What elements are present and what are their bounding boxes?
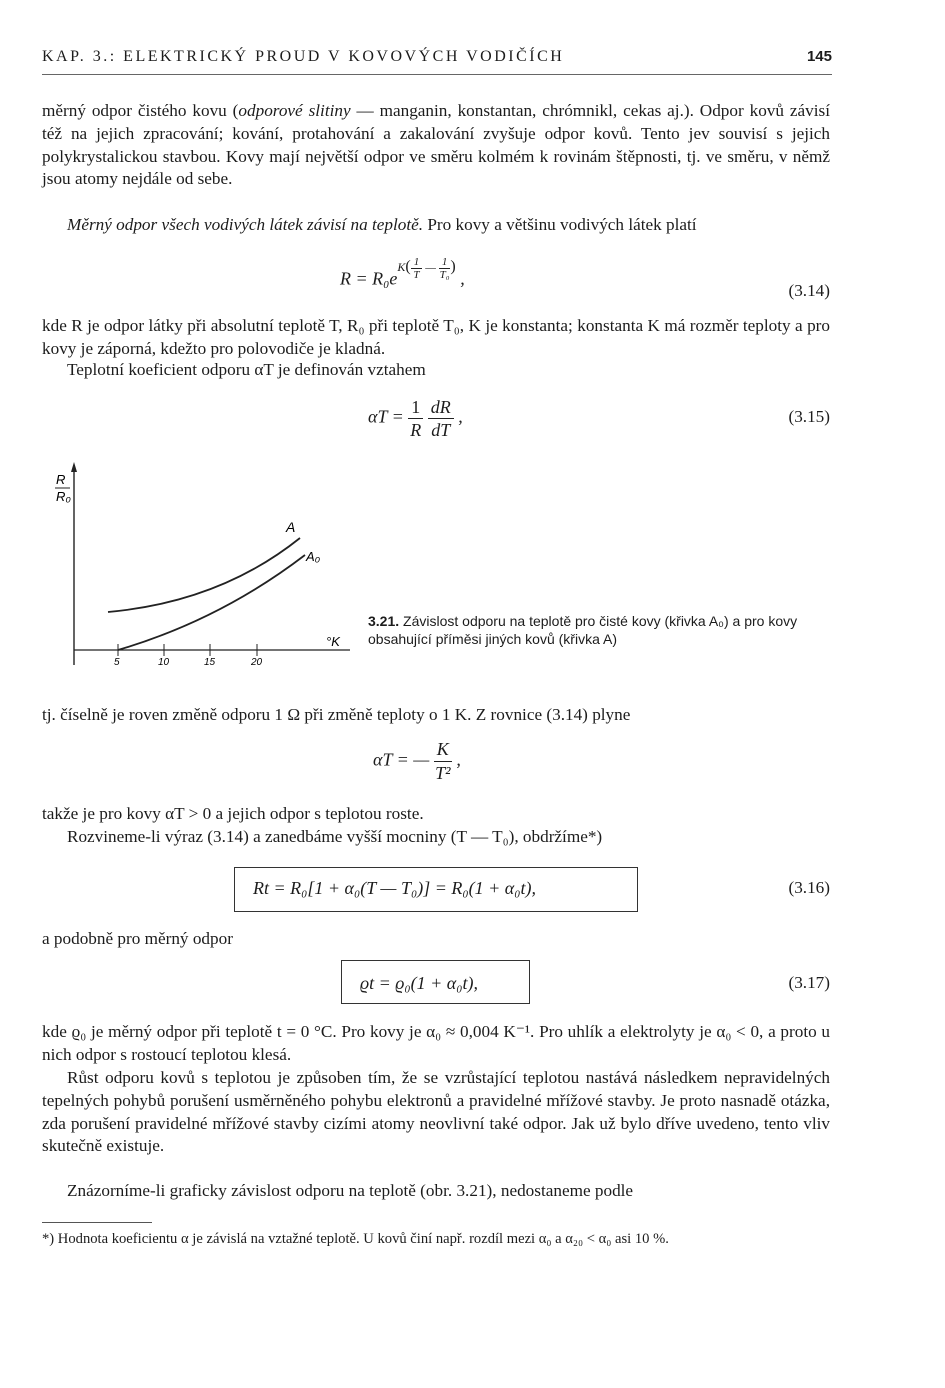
curve-a0 xyxy=(118,555,305,650)
x-tick-label-10: 10 xyxy=(158,657,170,668)
p4-text: Teplotní koeficient odporu αT je definován vztahem xyxy=(67,360,426,379)
eq315-f2-num: dR xyxy=(428,396,454,419)
p1-italic: odporové slitiny xyxy=(238,101,351,120)
p2-text: Pro kovy a většinu vodivých látek platí xyxy=(423,215,697,234)
p1-text-b: — manganin, konstantan, chrómnikl, cekas aj.). Odpor kovů závisí též na jejich zpracování; kování, protahování a zakalování zvyšuje odpor kovů. Tento jev souvisí s jejich polykrystalickou stavbou. Kovy mají největší odpor ve směru kolmém k rovinám štěpnosti, tj. ve směru, v němž jsou atomy nejdále od sebe. xyxy=(42,101,830,189)
eq314-f2-den: T₀ xyxy=(439,269,450,281)
running-header xyxy=(42,44,832,75)
equation-number-3-14: (3.14) xyxy=(788,281,830,300)
eq-alpha-den: T² xyxy=(435,763,451,783)
caption-text: Závislost odporu na teplotě pro čisté kovy (křivka A₀) a pro kovy obsahující příměsi jiných kovů (křivka A) xyxy=(368,613,798,647)
y-label-num: R xyxy=(56,472,66,487)
p9-text: kde ϱ₀ je měrný odpor při teplotě t = 0 °C. Pro kovy je α₀ ≈ 0,004 K⁻¹. Pro uhlík a elektrolyty je α₀ < 0, a proto u nich odpor s rostoucí teplotou klesá. xyxy=(42,1022,830,1064)
eq314-f1-num: 1 xyxy=(411,256,423,269)
eq315-f1-num: 1 xyxy=(408,396,423,419)
p5-text: tj. číselně je roven změně odporu 1 Ω při změně teploty o 1 K. Z rovnice (3.14) plyne xyxy=(42,705,631,724)
y-axis-arrow xyxy=(71,462,77,472)
eq-alpha-num: K xyxy=(434,738,452,762)
equation-alpha-t: αT = — $\frac{K}{\text{T²}}$ , xyxy=(373,739,461,783)
equation-3-16: Rt = R₀[1 + α₀(T — T₀)] = R₀(1 + α₀t), xyxy=(253,878,536,898)
paragraph-2 xyxy=(42,214,830,237)
equation-number-3-16: (3.16) xyxy=(788,878,830,897)
curve-a0-label: A₀ xyxy=(306,549,321,564)
page-number: 145 xyxy=(806,48,832,65)
eq314-f1-den: T xyxy=(413,269,420,281)
eq-alpha-lhs: αT = — xyxy=(373,749,430,770)
eq315-f1-den: R xyxy=(410,420,422,440)
paragraph-1 xyxy=(42,100,830,191)
paragraph-4 xyxy=(42,359,830,382)
p3-text: kde R je odpor látky při absolutní teplotě T, R₀ při teplotě T₀, K je konstanta; konstanta K má rozměr teploty a pro kovy je záporná, kdežto pro polovodiče je kladná. xyxy=(42,316,830,358)
equation-number-3-15: (3.15) xyxy=(788,407,830,426)
p10-text: Růst odporu kovů s teplotou je způsoben tím, že se vzrůstající teplotou nastává následkem nepravidelných tepelných pohybů porušení usměrněného pohybu elektronů a pravidelné mřížové stavby. Je proto nasnadě otázka, zda porušení pravidelné mřížové stavby cizími atomy neovlivní také odpor. Jak už bylo dříve uvedeno, tento vliv skutečně existuje. xyxy=(42,1068,830,1156)
caption-id: 3.21. xyxy=(368,613,400,629)
p6-text: takže je pro kovy αT > 0 a jejich odpor s teplotou roste. xyxy=(42,804,424,823)
eq315-f2-den: dT xyxy=(431,420,451,440)
eq315-lhs: αT = xyxy=(368,406,404,427)
curve-a-label: A xyxy=(286,519,296,535)
equation-3-17: ϱt = ϱ₀(1 + α₀t), xyxy=(360,973,479,993)
paragraph-5 xyxy=(42,704,830,727)
paragraph-10 xyxy=(42,1067,830,1158)
footnote-text: *) Hodnota koeficientu α je závislá na vztažné teplotě. U kovů činí např. rozdíl mezi α₀ a α₂₀ < α₀ asi 10 %. xyxy=(42,1231,669,1247)
equation-number-3-17: (3.17) xyxy=(788,973,830,992)
p8-text: a podobně pro měrný odpor xyxy=(42,929,233,948)
eq314-exp: K xyxy=(397,260,406,275)
paragraph-6 xyxy=(42,803,830,849)
footnote xyxy=(42,1230,830,1249)
paragraph-11 xyxy=(42,1180,830,1203)
x-tick-label-20: 20 xyxy=(251,657,263,668)
p2-italic: Měrný odpor všech vodivých látek závisí na teplotě. xyxy=(67,215,424,234)
curve-a xyxy=(108,538,300,612)
footnote-rule xyxy=(42,1222,152,1223)
figure-3-21 xyxy=(50,460,370,675)
y-label-den: R₀ xyxy=(56,489,71,504)
figure-caption xyxy=(368,613,823,648)
paragraph-8 xyxy=(42,928,830,951)
x-tick-label-15: 15 xyxy=(204,657,216,668)
x-unit: °K xyxy=(326,634,340,649)
p1-text-a: měrný odpor čistého kovu ( xyxy=(42,101,239,120)
eq314-lhs: R = R₀e xyxy=(340,268,398,289)
p11-text: Znázorníme-li graficky závislost odporu na teplotě (obr. 3.21), nedostaneme podle xyxy=(67,1181,634,1200)
paragraph-9 xyxy=(42,1021,830,1067)
p7-text: Rozvineme-li výraz (3.14) a zanedbáme vyšší mocniny (T — T₀), obdržíme*) xyxy=(67,826,603,846)
x-tick-label-5: 5 xyxy=(114,657,120,668)
paragraph-3 xyxy=(42,315,830,361)
chapter-title: KAP. 3.: ELEKTRICKÝ PROUD V KOVOVÝCH VODIČÍCH xyxy=(42,48,565,65)
eq314-f2-num: 1 xyxy=(439,256,451,269)
equation-3-15: αT = $\frac{1}{R}$ $\frac{dR}{dT}$ , xyxy=(368,397,463,440)
equation-3-14: $R = R_0e^{K( \frac{1}{T} — \frac{1}{\text{T₀}} )}$ , xyxy=(340,256,465,289)
